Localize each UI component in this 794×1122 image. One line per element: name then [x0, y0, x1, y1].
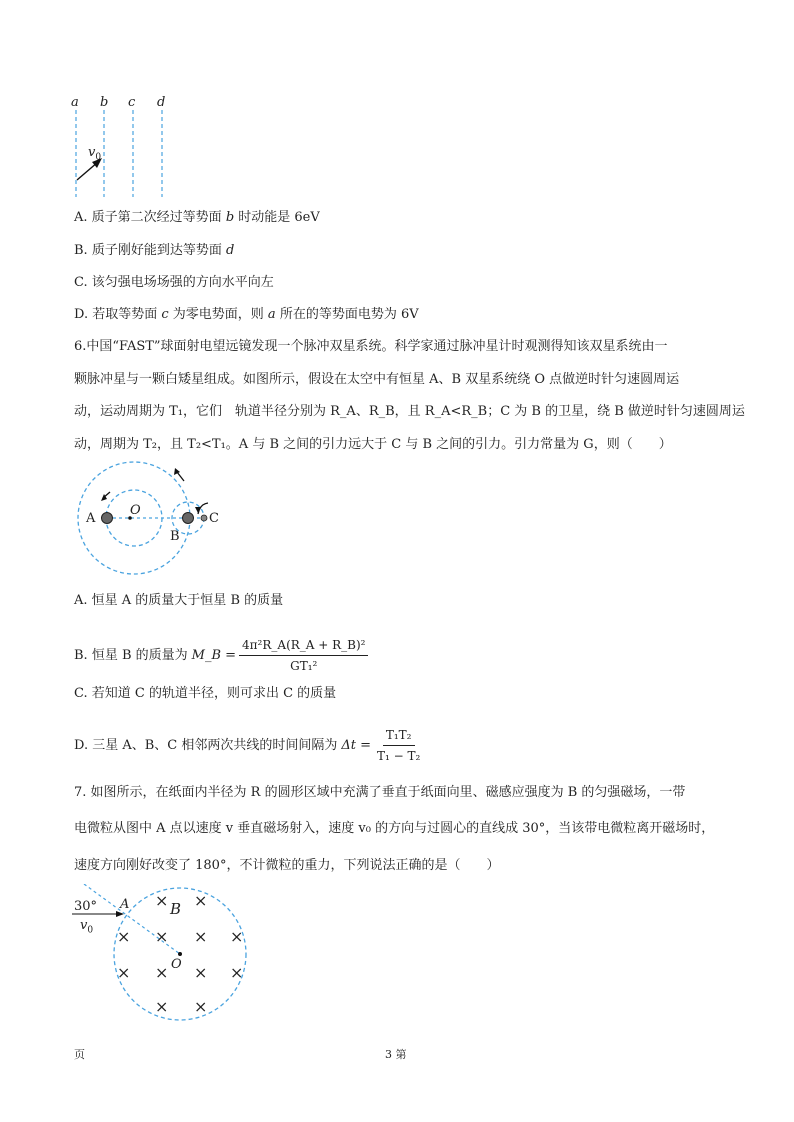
star-a — [102, 513, 113, 524]
label-b: B — [170, 529, 180, 544]
magnetic-field-figure — [72, 884, 262, 1024]
field-b-label: B — [170, 900, 182, 918]
binary-star-figure — [70, 460, 230, 580]
q6-stem-line-3: 动，运动周期为 T₁，它们 轨道半径分别为 R_A、R_B，且 R_A<R_B；C 为 B 的卫星，绕 B 做逆时针匀速圆周运 — [74, 404, 745, 419]
label-o: O — [130, 503, 141, 518]
q6-stem-line-4: 动，周期为 T₂，且 T₂<T₁。A 与 B 之间的引力远大于 C 与 B 之间的引力。引力常量为 G，则（ ） — [74, 437, 672, 452]
footer-left: 页 — [74, 1048, 85, 1061]
q6-option-b[interactable]: B. 恒星 B 的质量为 M_B = $\frac{\text{4π²R\_A(R\_A + R\_B)²}}{\text{GT₁²}}$ — [74, 636, 368, 675]
q5-option-d[interactable]: D. 若取等势面 c 为零电势面，则 a 所在的等势面电势为 6V — [74, 307, 419, 322]
field-cross: × — [230, 927, 244, 946]
velocity-label: $v_0$ — [80, 918, 94, 936]
q6-option-c[interactable]: C. 若知道 C 的轨道半径，则可求出 C 的质量 — [74, 686, 337, 701]
field-cross: × — [194, 997, 208, 1016]
star-b — [183, 513, 194, 524]
field-cross: × — [155, 997, 169, 1016]
formula-mb: $\frac{\text{4π²R\_A(R\_A + R\_B)²}}{\text{GT₁²}}$ — [239, 636, 368, 675]
center-o-label: O — [171, 957, 182, 972]
q6-option-a[interactable]: A. 恒星 A 的质量大于恒星 B 的质量 — [74, 593, 284, 608]
field-cross: × — [155, 891, 169, 910]
star-c — [201, 515, 207, 521]
footer-page-number: 3 第 — [385, 1048, 407, 1061]
q6-option-d[interactable]: D. 三星 A、B、C 相邻两次共线的时间间隔为 Δt = $\frac{\text{T₁T₂}}{\text{T₁ − T₂}}$ — [74, 726, 423, 765]
line-label-a: a — [71, 95, 79, 110]
field-cross: × — [194, 891, 208, 910]
q7-stem-line-3: 速度方向刚好改变了 180°，不计微粒的重力，下列说法正确的是（ ） — [74, 858, 500, 873]
arrow-b — [177, 472, 184, 481]
velocity-label: $v_0$ — [88, 145, 102, 163]
field-cross: × — [117, 927, 131, 946]
field-cross: × — [155, 963, 169, 982]
line-label-c: c — [128, 95, 136, 110]
equipotential-figure — [62, 92, 182, 202]
field-cross: × — [230, 963, 244, 982]
q5-option-a[interactable]: A. 质子第二次经过等势面 b 时动能是 6eV — [74, 210, 320, 225]
label-c: C — [209, 511, 219, 526]
q5-option-c[interactable]: C. 该匀强电场场强的方向水平向左 — [74, 275, 274, 290]
q6-stem-line-2: 颗脉冲星与一颗白矮星组成。如图所示，假设在太空中有恒星 A、B 双星系统绕 O 点做逆时针匀速圆周运 — [74, 372, 680, 387]
formula-dt: $\frac{\text{T₁T₂}}{\text{T₁ − T₂}}$ — [377, 728, 421, 763]
field-cross: × — [194, 963, 208, 982]
label-a: A — [86, 511, 96, 526]
angle-label: 30° — [74, 899, 98, 914]
q5-option-b[interactable]: B. 质子刚好能到达等势面 d — [74, 243, 235, 258]
line-label-b: b — [100, 95, 109, 110]
q6-stem-line-1: 6.中国“FAST”球面射电望远镜发现一个脉冲双星系统。科学家通过脉冲星计时观测得知该双星系统由一 — [74, 339, 668, 354]
q7-stem-line-1: 7. 如图所示，在纸面内半径为 R 的圆形区域中充满了垂直于纸面向里、磁感应强度为 B 的匀强磁场，一带 — [74, 785, 686, 800]
line-label-d: d — [157, 95, 166, 110]
field-cross: × — [117, 963, 131, 982]
field-cross: × — [194, 927, 208, 946]
point-a-label: A — [120, 897, 130, 912]
field-cross: × — [155, 927, 169, 946]
q7-stem-line-2: 电微粒从图中 A 点以速度 v 垂直磁场射入，速度 v₀ 的方向与过圆心的直线成 30°，当该带电微粒离开磁场时， — [74, 821, 715, 836]
